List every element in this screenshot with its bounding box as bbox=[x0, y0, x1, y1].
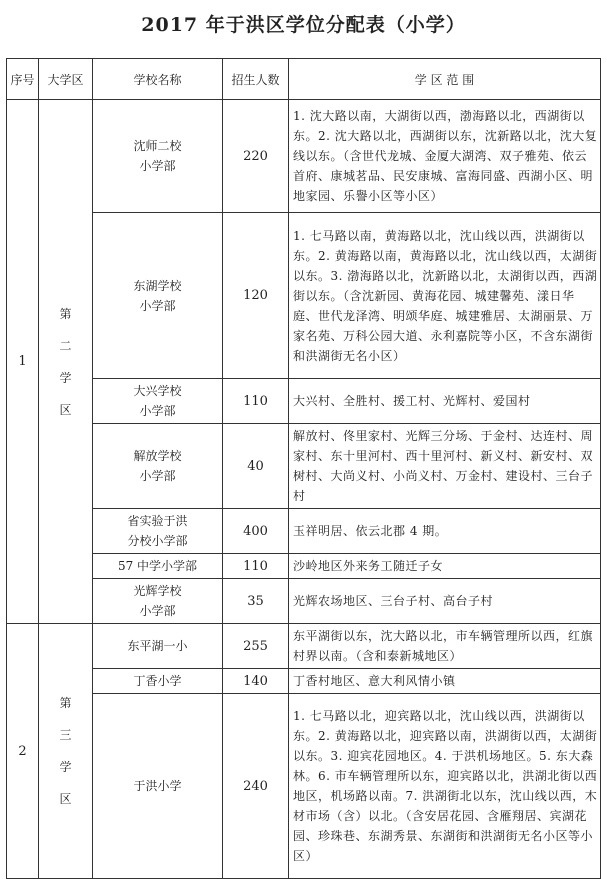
scope-cell: 1. 七马路以南，黄海路以北，沈山线以西，洪湖街以东。2. 黄海路以南，黄海路以北，沈山线以西，太湖街以东。3. 渤海路以北，沈新路以北，太湖街以西，西湖街以东。（含沈新园、黄海花园、城建馨苑、漾日华庭、世代龙泽湾、明颂华庭、城建雅居、太湖丽景、万家名苑、万科公园大道、永利嘉院等小区，不含东湖街和洪湖街无名小区） bbox=[289, 213, 601, 379]
district-char: 第 bbox=[59, 696, 72, 710]
district-cell bbox=[39, 624, 93, 879]
district-cell bbox=[39, 100, 93, 624]
enroll-cell: 255 bbox=[223, 624, 289, 669]
district-char: 区 bbox=[59, 402, 72, 417]
header-enroll: 招生人数 bbox=[223, 59, 289, 100]
district-char: 三 bbox=[59, 728, 72, 742]
allocation-table bbox=[6, 58, 601, 879]
scope-cell: 1. 七马路以北，迎宾路以北，沈山线以西，洪湖街以东。2. 黄海路以北，迎宾路以南，洪湖街以西，太湖街以东。3. 迎宾花园地区。4. 于洪机场地区。5. 东大森林。6. 市车辆管理所以东，迎宾路以北，洪湖北街以西地区，机场路以南。7. 洪湖街北以东，沈山线以西，木材市场（含）以北。（含安居花园、含雁翔居、宾湖花园、珍珠巷、东湖秀景、东湖街和洪湖街无名小区等小区） bbox=[289, 694, 601, 879]
school-cell: 光辉学校 小学部 bbox=[93, 579, 223, 624]
header-district: 大学区 bbox=[39, 59, 93, 100]
table-row bbox=[7, 669, 601, 694]
enroll-cell: 40 bbox=[223, 424, 289, 509]
enroll-cell: 110 bbox=[223, 379, 289, 424]
scope-cell: 光辉农场地区、三台子村、高台子村 bbox=[289, 579, 601, 624]
seq-cell: 2 bbox=[7, 624, 39, 879]
scope-cell: 1. 沈大路以南，大湖街以西，渤海路以北，西湖街以东。2. 沈大路以北，西湖街以东，沈新路以北，沈大复线以东。（含世代龙城、金厦大湖湾、双子雅苑、依云首府、康城茗品、民安康城、富海同盛、西湖小区、明地家园、乐譽小区等小区） bbox=[289, 100, 601, 213]
table-row bbox=[7, 424, 601, 509]
school-cell: 大兴学校 小学部 bbox=[93, 379, 223, 424]
table-row bbox=[7, 694, 601, 879]
district-char: 学 bbox=[59, 760, 72, 774]
enroll-cell: 35 bbox=[223, 579, 289, 624]
scope-cell: 东平湖街以东，沈大路以北，市车辆管理所以西，红旗村界以南。（含和泰新城地区） bbox=[289, 624, 601, 669]
enroll-cell: 240 bbox=[223, 694, 289, 879]
header-row bbox=[7, 59, 601, 100]
school-cell: 丁香小学 bbox=[93, 669, 223, 694]
enroll-cell: 220 bbox=[223, 100, 289, 213]
school-cell: 东湖学校 小学部 bbox=[93, 213, 223, 379]
scope-cell: 解放村、佟里家村、光辉三分场、于金村、达连村、周家村、东十里河村、西十里河村、新义村、新安村、双树村、大尚义村、小尚义村、万金村、建设村、三台子村 bbox=[289, 424, 601, 509]
district-char: 二 bbox=[59, 338, 72, 353]
table-row bbox=[7, 213, 601, 379]
header-school: 学校名称 bbox=[93, 59, 223, 100]
district-char: 第 bbox=[59, 306, 72, 321]
school-cell: 57 中学小学部 bbox=[93, 554, 223, 579]
enroll-cell: 140 bbox=[223, 669, 289, 694]
header-scope: 学 区 范 围 bbox=[289, 59, 601, 100]
table-row bbox=[7, 379, 601, 424]
school-cell: 解放学校 小学部 bbox=[93, 424, 223, 509]
table-row bbox=[7, 100, 601, 213]
table-row bbox=[7, 579, 601, 624]
enroll-cell: 400 bbox=[223, 509, 289, 554]
district-char: 学 bbox=[59, 370, 72, 385]
table-row bbox=[7, 509, 601, 554]
header-seq: 序号 bbox=[7, 59, 39, 100]
school-cell: 于洪小学 bbox=[93, 694, 223, 879]
scope-cell: 丁香村地区、意大利风情小镇 bbox=[289, 669, 601, 694]
school-cell: 沈师二校 小学部 bbox=[93, 100, 223, 213]
enroll-cell: 110 bbox=[223, 554, 289, 579]
school-cell: 省实验于洪 分校小学部 bbox=[93, 509, 223, 554]
scope-cell: 沙岭地区外来务工随迁子女 bbox=[289, 554, 601, 579]
scope-cell: 玉祥明居、依云北郡 4 期。 bbox=[289, 509, 601, 554]
scope-cell: 大兴村、全胜村、援工村、光辉村、爱国村 bbox=[289, 379, 601, 424]
district-char: 区 bbox=[59, 792, 72, 806]
table-row bbox=[7, 624, 601, 669]
table-row bbox=[7, 554, 601, 579]
school-cell: 东平湖一小 bbox=[93, 624, 223, 669]
seq-cell: 1 bbox=[7, 100, 39, 624]
page-title: 2017 年于洪区学位分配表（小学） bbox=[141, 14, 466, 36]
enroll-cell: 120 bbox=[223, 213, 289, 379]
